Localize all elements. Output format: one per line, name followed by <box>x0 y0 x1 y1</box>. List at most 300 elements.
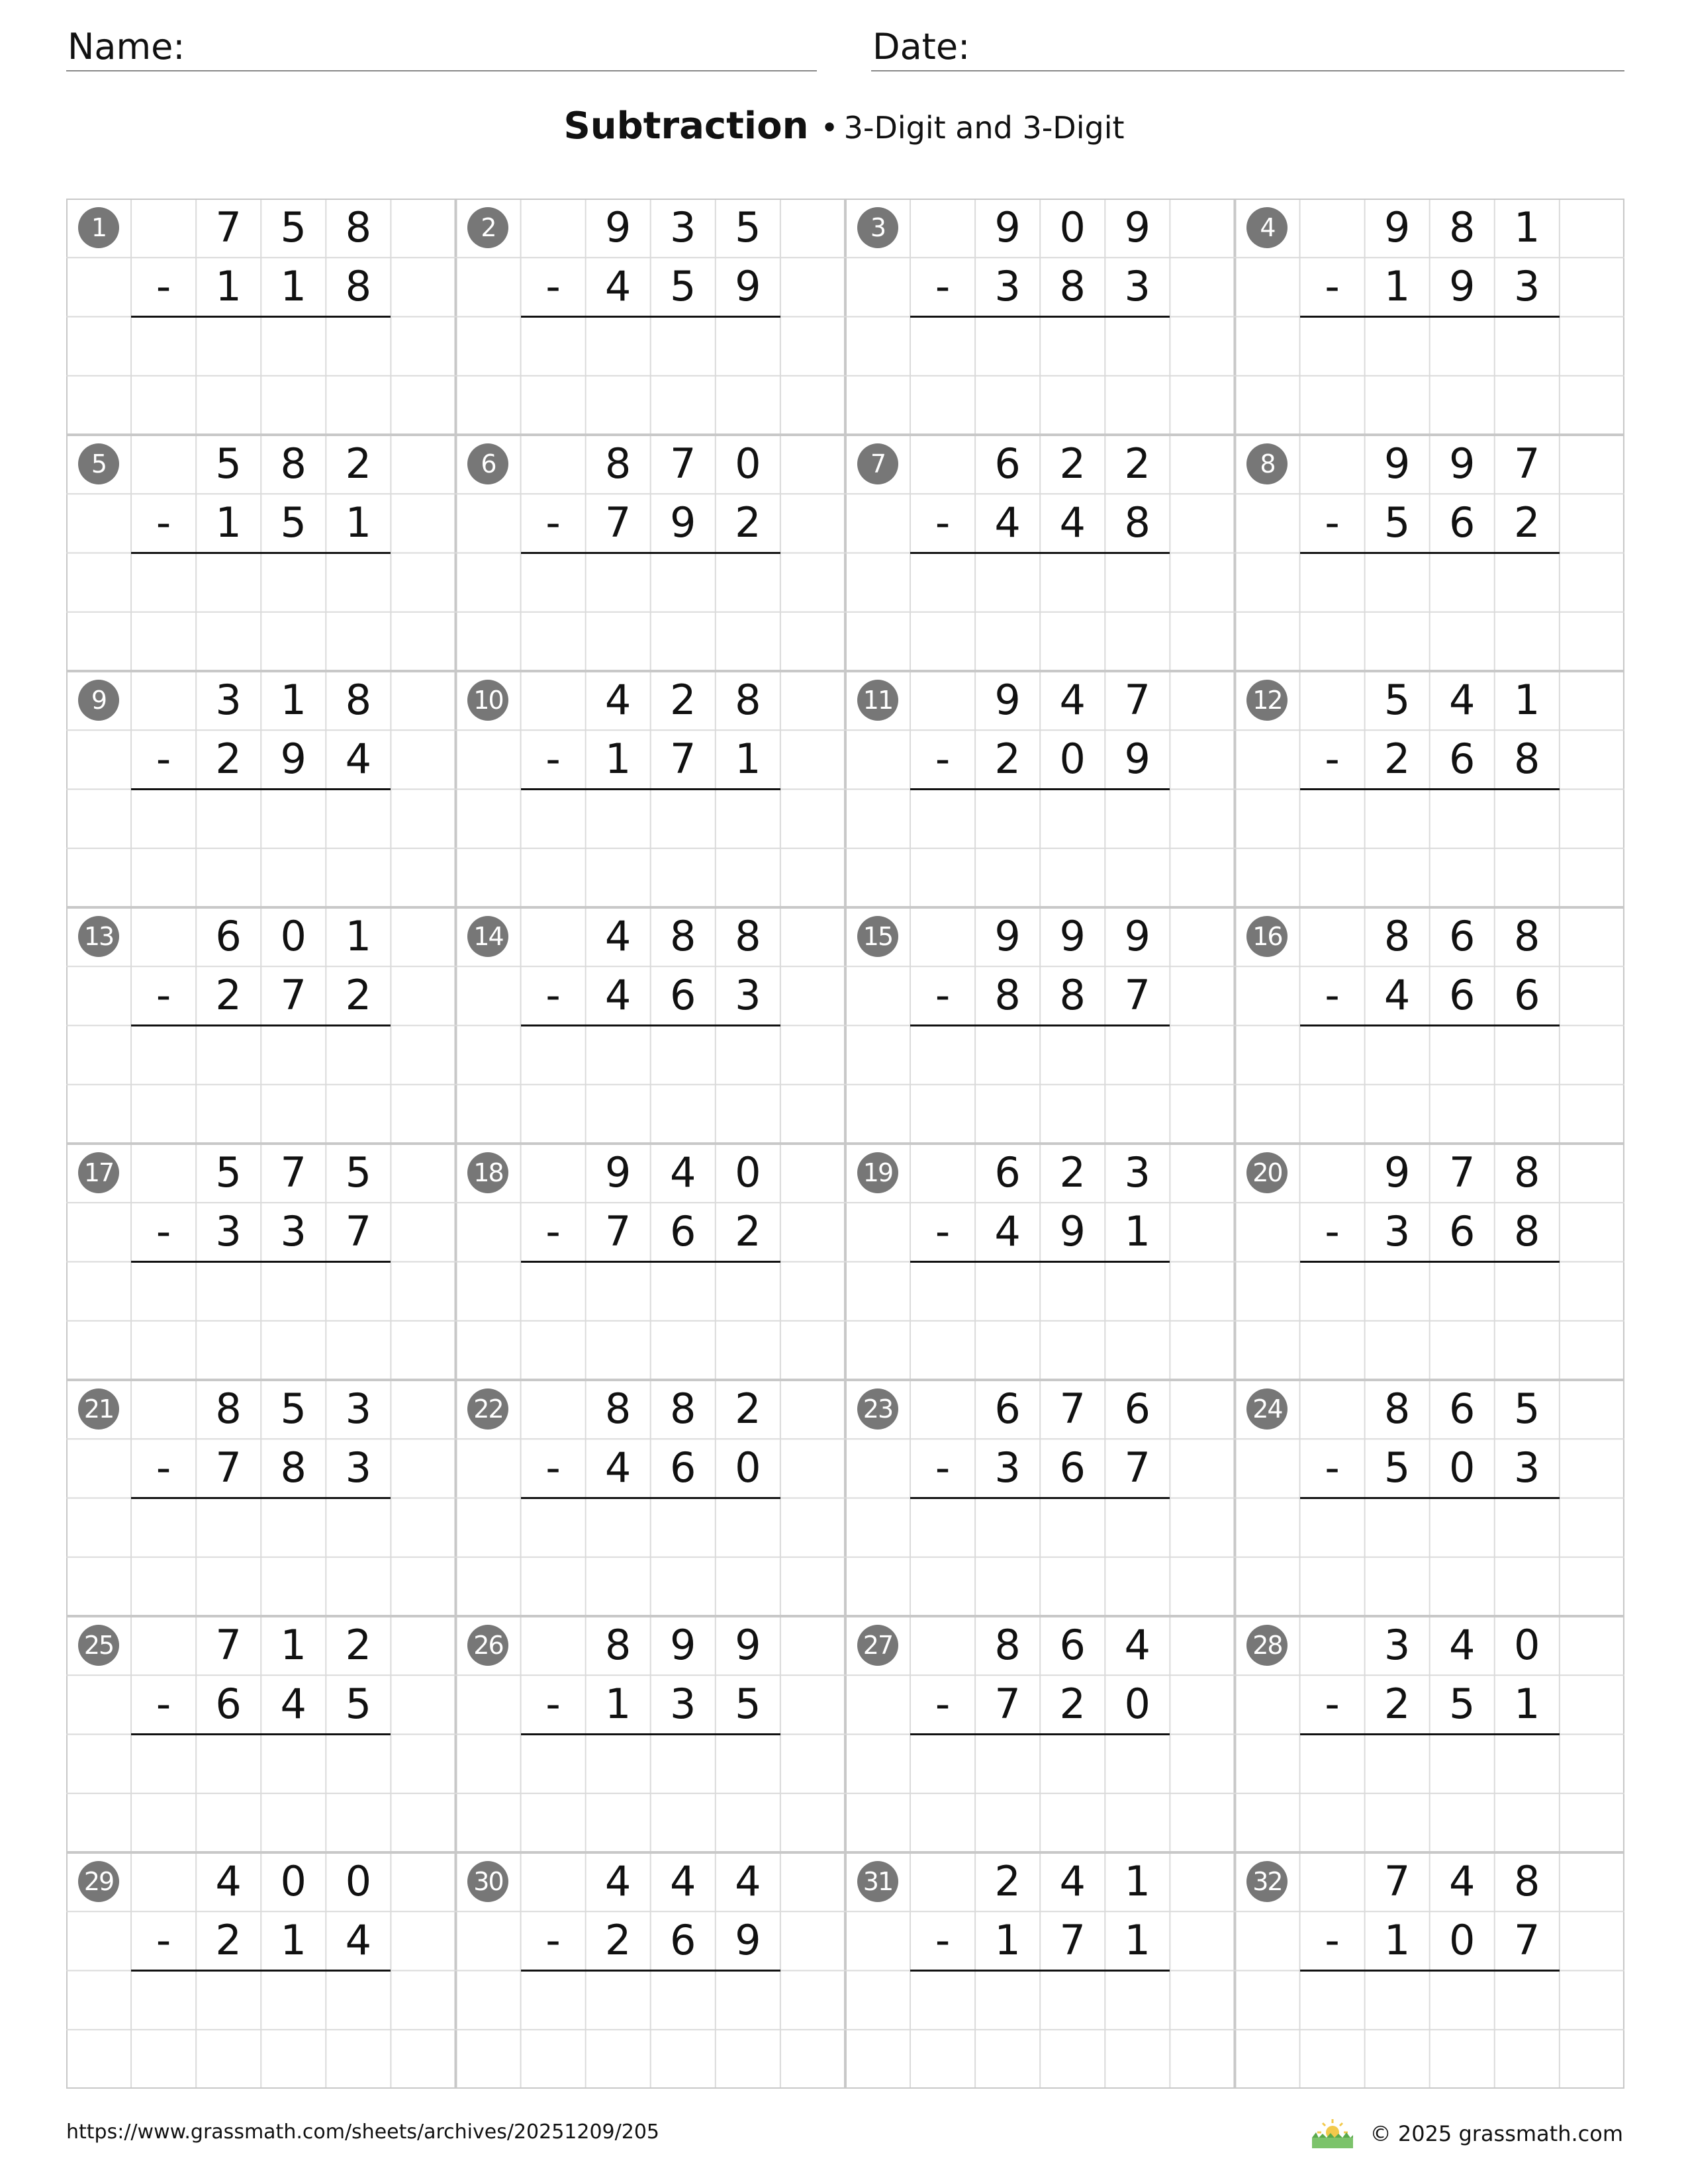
minus-sign: - <box>935 735 951 784</box>
bottom-digit: 0 <box>1059 735 1086 784</box>
top-digit: 4 <box>1059 1857 1086 1905</box>
top-digit: 5 <box>1514 1385 1540 1433</box>
bottom-digit: 2 <box>1059 1680 1086 1729</box>
top-digit: 7 <box>1059 1385 1086 1433</box>
answer-line <box>521 1733 780 1735</box>
grass-sun-logo-icon <box>1309 2118 1356 2150</box>
top-digit: 4 <box>1448 1621 1476 1669</box>
minus-sign: - <box>156 735 171 784</box>
top-digit: 4 <box>1448 676 1476 724</box>
bottom-digit: 1 <box>604 735 632 784</box>
answer-line <box>131 1261 391 1263</box>
answer-line <box>131 788 391 790</box>
minus-sign: - <box>156 1680 171 1729</box>
top-digit: 8 <box>604 439 632 488</box>
top-digit: 2 <box>994 1857 1021 1905</box>
top-digit: 8 <box>280 439 306 488</box>
minus-sign: - <box>545 971 561 1020</box>
top-digit: 7 <box>669 439 696 488</box>
bottom-digit: 3 <box>215 1207 242 1256</box>
bottom-digit: 2 <box>1514 498 1540 547</box>
answer-line <box>910 788 1170 790</box>
top-digit: 8 <box>669 1385 696 1433</box>
bottom-digit: 4 <box>1383 971 1411 1020</box>
top-digit: 7 <box>1514 439 1540 488</box>
bottom-digit: 2 <box>735 498 761 547</box>
problem-number-badge: 30 <box>467 1861 508 1902</box>
minus-sign: - <box>545 1207 561 1256</box>
bottom-digit: 2 <box>604 1916 632 1965</box>
bottom-digit: 9 <box>669 498 696 547</box>
problem-number-badge: 6 <box>467 443 508 484</box>
minus-sign: - <box>156 1443 171 1492</box>
bottom-digit: 8 <box>1059 971 1086 1020</box>
top-digit: 9 <box>994 203 1021 251</box>
bottom-digit: 6 <box>1059 1443 1086 1492</box>
top-digit: 2 <box>1124 439 1150 488</box>
top-digit: 9 <box>1448 439 1476 488</box>
footer-copyright <box>1309 2118 1623 2150</box>
top-digit: 3 <box>669 203 696 251</box>
top-digit: 0 <box>1514 1621 1540 1669</box>
top-digit: 0 <box>735 439 761 488</box>
problem-number-badge: 15 <box>857 916 898 957</box>
bottom-digit: 1 <box>215 262 242 311</box>
bottom-digit: 0 <box>1448 1916 1476 1965</box>
bottom-digit: 7 <box>280 971 306 1020</box>
worksheet-title <box>0 105 1688 148</box>
bottom-digit: 6 <box>1448 735 1476 784</box>
bottom-digit: 3 <box>735 971 761 1020</box>
bottom-digit: 3 <box>994 1443 1021 1492</box>
answer-line <box>131 1024 391 1026</box>
bottom-digit: 5 <box>1383 1443 1411 1492</box>
top-digit: 9 <box>994 912 1021 960</box>
bottom-digit: 7 <box>669 735 696 784</box>
bottom-digit: 2 <box>215 971 242 1020</box>
problem-number-badge: 3 <box>857 207 898 248</box>
top-digit: 5 <box>345 1148 372 1197</box>
problem-number-badge: 20 <box>1246 1152 1288 1193</box>
top-digit: 9 <box>1059 912 1086 960</box>
bottom-digit: 2 <box>1383 1680 1411 1729</box>
answer-line <box>1300 1497 1560 1499</box>
top-digit: 8 <box>604 1621 632 1669</box>
answer-line <box>131 1733 391 1735</box>
bottom-digit: 1 <box>280 262 306 311</box>
minus-sign: - <box>935 1443 951 1492</box>
top-digit: 4 <box>1059 676 1086 724</box>
answer-line <box>910 1497 1170 1499</box>
bottom-digit: 1 <box>280 1916 306 1965</box>
minus-sign: - <box>1325 1680 1340 1729</box>
bottom-digit: 1 <box>1124 1207 1150 1256</box>
top-digit: 5 <box>1383 676 1411 724</box>
bottom-digit: 1 <box>735 735 761 784</box>
minus-sign: - <box>156 971 171 1020</box>
answer-line <box>910 1024 1170 1026</box>
top-digit: 8 <box>1448 203 1476 251</box>
bottom-digit: 9 <box>1059 1207 1086 1256</box>
bottom-digit: 5 <box>669 262 696 311</box>
bottom-digit: 8 <box>1514 1207 1540 1256</box>
bottom-digit: 9 <box>735 262 761 311</box>
top-digit: 0 <box>280 912 306 960</box>
top-digit: 4 <box>604 912 632 960</box>
bottom-digit: 6 <box>669 971 696 1020</box>
top-digit: 1 <box>280 676 306 724</box>
answer-line <box>521 1497 780 1499</box>
bottom-digit: 8 <box>280 1443 306 1492</box>
top-digit: 6 <box>994 1148 1021 1197</box>
answer-line <box>910 1733 1170 1735</box>
bottom-digit: 7 <box>1124 971 1150 1020</box>
top-digit: 7 <box>1383 1857 1411 1905</box>
top-digit: 8 <box>1514 912 1540 960</box>
bottom-digit: 4 <box>604 1443 632 1492</box>
title-main: Subtraction <box>563 105 809 148</box>
top-digit: 5 <box>280 203 306 251</box>
answer-line <box>1300 316 1560 318</box>
top-digit: 9 <box>1124 912 1150 960</box>
problem-number-badge: 32 <box>1246 1861 1288 1902</box>
problem-number-badge: 1 <box>78 207 119 248</box>
top-digit: 4 <box>669 1857 696 1905</box>
bottom-digit: 4 <box>604 971 632 1020</box>
problem-number-badge: 5 <box>78 443 119 484</box>
top-digit: 6 <box>994 439 1021 488</box>
top-digit: 4 <box>669 1148 696 1197</box>
top-digit: 8 <box>1383 912 1411 960</box>
problem-number-badge: 27 <box>857 1625 898 1666</box>
answer-line <box>131 552 391 554</box>
top-digit: 1 <box>1514 203 1540 251</box>
bottom-digit: 3 <box>280 1207 306 1256</box>
minus-sign: - <box>935 1680 951 1729</box>
bottom-digit: 7 <box>604 498 632 547</box>
bottom-digit: 2 <box>994 735 1021 784</box>
problem-number-badge: 26 <box>467 1625 508 1666</box>
name-field[interactable] <box>66 20 817 71</box>
answer-line <box>521 1024 780 1026</box>
bottom-digit: 5 <box>1448 1680 1476 1729</box>
problem-number-badge: 16 <box>1246 916 1288 957</box>
bottom-digit: 4 <box>345 735 372 784</box>
bottom-digit: 1 <box>1124 1916 1150 1965</box>
answer-line <box>1300 552 1560 554</box>
answer-line <box>521 1261 780 1263</box>
minus-sign: - <box>545 1443 561 1492</box>
top-digit: 8 <box>1514 1857 1540 1905</box>
bottom-digit: 3 <box>1514 262 1540 311</box>
top-digit: 6 <box>215 912 242 960</box>
top-digit: 7 <box>215 203 242 251</box>
bottom-digit: 3 <box>1514 1443 1540 1492</box>
problem-number-badge: 29 <box>78 1861 119 1902</box>
bottom-digit: 4 <box>1059 498 1086 547</box>
top-digit: 9 <box>994 676 1021 724</box>
bottom-digit: 2 <box>1383 735 1411 784</box>
bottom-digit: 0 <box>735 1443 761 1492</box>
bottom-digit: 1 <box>1383 1916 1411 1965</box>
minus-sign: - <box>935 1916 951 1965</box>
bottom-digit: 0 <box>1448 1443 1476 1492</box>
top-digit: 1 <box>345 912 372 960</box>
top-digit: 6 <box>1124 1385 1150 1433</box>
top-digit: 2 <box>669 676 696 724</box>
bottom-digit: 8 <box>1059 262 1086 311</box>
bottom-digit: 3 <box>345 1443 372 1492</box>
bottom-digit: 1 <box>1514 1680 1540 1729</box>
problem-number-badge: 28 <box>1246 1625 1288 1666</box>
minus-sign: - <box>1325 1207 1340 1256</box>
bottom-digit: 3 <box>669 1680 696 1729</box>
top-digit: 0 <box>735 1148 761 1197</box>
date-field[interactable] <box>871 20 1624 71</box>
copyright-text: © 2025 grassmath.com <box>1370 2121 1623 2146</box>
bottom-digit: 7 <box>1514 1916 1540 1965</box>
top-digit: 0 <box>345 1857 372 1905</box>
bottom-digit: 7 <box>1124 1443 1150 1492</box>
bottom-digit: 9 <box>735 1916 761 1965</box>
title-subtitle: 3-Digit and 3-Digit <box>843 110 1125 146</box>
bottom-digit: 2 <box>215 735 242 784</box>
problem-number-badge: 13 <box>78 916 119 957</box>
answer-line <box>131 1970 391 1972</box>
minus-sign: - <box>156 1207 171 1256</box>
bottom-digit: 9 <box>280 735 306 784</box>
bottom-digit: 1 <box>604 1680 632 1729</box>
bottom-digit: 4 <box>994 1207 1021 1256</box>
bottom-digit: 8 <box>345 262 372 311</box>
answer-line <box>521 1970 780 1972</box>
top-digit: 2 <box>735 1385 761 1433</box>
top-digit: 8 <box>345 203 372 251</box>
answer-line <box>131 316 391 318</box>
top-digit: 9 <box>1383 439 1411 488</box>
top-digit: 7 <box>1448 1148 1476 1197</box>
top-digit: 1 <box>1514 676 1540 724</box>
top-digit: 0 <box>280 1857 306 1905</box>
bottom-digit: 1 <box>215 498 242 547</box>
top-digit: 8 <box>215 1385 242 1433</box>
top-digit: 2 <box>1059 439 1086 488</box>
bottom-digit: 4 <box>604 262 632 311</box>
title-bullet: • <box>820 110 839 146</box>
answer-line <box>521 788 780 790</box>
answer-line <box>910 1970 1170 1972</box>
top-digit: 7 <box>1124 676 1150 724</box>
bottom-digit: 8 <box>994 971 1021 1020</box>
answer-line <box>1300 1261 1560 1263</box>
bottom-digit: 6 <box>215 1680 242 1729</box>
top-digit: 8 <box>1514 1148 1540 1197</box>
top-digit: 2 <box>345 1621 372 1669</box>
top-digit: 4 <box>215 1857 242 1905</box>
problem-number-badge: 12 <box>1246 680 1288 721</box>
problem-number-badge: 22 <box>467 1388 508 1430</box>
bottom-digit: 6 <box>1448 498 1476 547</box>
answer-line <box>1300 1970 1560 1972</box>
top-digit: 5 <box>215 439 242 488</box>
top-digit: 9 <box>604 1148 632 1197</box>
problem-number-badge: 19 <box>857 1152 898 1193</box>
answer-line <box>1300 1733 1560 1735</box>
answer-line <box>910 316 1170 318</box>
top-digit: 5 <box>280 1385 306 1433</box>
problem-number-badge: 4 <box>1246 207 1288 248</box>
minus-sign: - <box>1325 498 1340 547</box>
top-digit: 7 <box>280 1148 306 1197</box>
minus-sign: - <box>1325 1443 1340 1492</box>
minus-sign: - <box>156 262 171 311</box>
top-digit: 4 <box>1448 1857 1476 1905</box>
bottom-digit: 5 <box>1383 498 1411 547</box>
top-digit: 2 <box>1059 1148 1086 1197</box>
top-digit: 8 <box>1383 1385 1411 1433</box>
bottom-digit: 6 <box>669 1207 696 1256</box>
answer-line <box>910 1261 1170 1263</box>
top-digit: 9 <box>604 203 632 251</box>
minus-sign: - <box>1325 1916 1340 1965</box>
top-digit: 3 <box>1124 1148 1150 1197</box>
problem-grid <box>66 199 1624 2089</box>
top-digit: 4 <box>1124 1621 1150 1669</box>
answer-line <box>521 552 780 554</box>
bottom-digit: 6 <box>1514 971 1540 1020</box>
minus-sign: - <box>1325 735 1340 784</box>
problem-number-badge: 11 <box>857 680 898 721</box>
top-digit: 3 <box>345 1385 372 1433</box>
bottom-digit: 8 <box>1124 498 1150 547</box>
top-digit: 6 <box>1448 912 1476 960</box>
top-digit: 4 <box>735 1857 761 1905</box>
bottom-digit: 1 <box>994 1916 1021 1965</box>
top-digit: 9 <box>1124 203 1150 251</box>
answer-line <box>910 552 1170 554</box>
top-digit: 1 <box>1124 1857 1150 1905</box>
top-digit: 9 <box>669 1621 696 1669</box>
bottom-digit: 5 <box>280 498 306 547</box>
bottom-digit: 7 <box>604 1207 632 1256</box>
bottom-digit: 6 <box>669 1916 696 1965</box>
minus-sign: - <box>935 498 951 547</box>
top-digit: 3 <box>1383 1621 1411 1669</box>
minus-sign: - <box>1325 971 1340 1020</box>
top-digit: 9 <box>1383 203 1411 251</box>
bottom-digit: 3 <box>994 262 1021 311</box>
minus-sign: - <box>545 498 561 547</box>
bottom-digit: 0 <box>1124 1680 1150 1729</box>
problem-number-badge: 31 <box>857 1861 898 1902</box>
bottom-digit: 3 <box>1383 1207 1411 1256</box>
top-digit: 8 <box>345 676 372 724</box>
problem-number-badge: 23 <box>857 1388 898 1430</box>
bottom-digit: 4 <box>280 1680 306 1729</box>
bottom-digit: 5 <box>735 1680 761 1729</box>
bottom-digit: 2 <box>345 971 372 1020</box>
bottom-digit: 1 <box>1383 262 1411 311</box>
bottom-digit: 6 <box>1448 1207 1476 1256</box>
bottom-digit: 9 <box>1448 262 1476 311</box>
bottom-digit: 2 <box>215 1916 242 1965</box>
minus-sign: - <box>156 1916 171 1965</box>
bottom-digit: 8 <box>1514 735 1540 784</box>
problem-number-badge: 2 <box>467 207 508 248</box>
top-digit: 8 <box>994 1621 1021 1669</box>
problem-number-badge: 24 <box>1246 1388 1288 1430</box>
top-digit: 3 <box>215 676 242 724</box>
bottom-digit: 4 <box>345 1916 372 1965</box>
footer-url: https://www.grassmath.com/sheets/archives/20251209/205 <box>66 2120 660 2144</box>
top-digit: 4 <box>604 1857 632 1905</box>
date-label: Date: <box>872 26 970 68</box>
bottom-digit: 5 <box>345 1680 372 1729</box>
bottom-digit: 7 <box>1059 1916 1086 1965</box>
name-label: Name: <box>68 26 185 68</box>
bottom-digit: 7 <box>345 1207 372 1256</box>
top-digit: 5 <box>735 203 761 251</box>
top-digit: 0 <box>1059 203 1086 251</box>
bottom-digit: 7 <box>994 1680 1021 1729</box>
top-digit: 8 <box>735 912 761 960</box>
top-digit: 9 <box>1383 1148 1411 1197</box>
problem-number-badge: 10 <box>467 680 508 721</box>
answer-line <box>131 1497 391 1499</box>
top-digit: 6 <box>1448 1385 1476 1433</box>
problem-number-badge: 7 <box>857 443 898 484</box>
minus-sign: - <box>935 262 951 311</box>
top-digit: 8 <box>604 1385 632 1433</box>
answer-line <box>1300 788 1560 790</box>
problem-number-badge: 14 <box>467 916 508 957</box>
problem-number-badge: 8 <box>1246 443 1288 484</box>
bottom-digit: 6 <box>669 1443 696 1492</box>
problem-number-badge: 17 <box>78 1152 119 1193</box>
bottom-digit: 4 <box>994 498 1021 547</box>
top-digit: 6 <box>994 1385 1021 1433</box>
minus-sign: - <box>935 971 951 1020</box>
bottom-digit: 3 <box>1124 262 1150 311</box>
answer-line <box>1300 1024 1560 1026</box>
minus-sign: - <box>545 735 561 784</box>
problem-number-badge: 21 <box>78 1388 119 1430</box>
bottom-digit: 1 <box>345 498 372 547</box>
top-digit: 1 <box>280 1621 306 1669</box>
top-digit: 6 <box>1059 1621 1086 1669</box>
bottom-digit: 7 <box>215 1443 242 1492</box>
minus-sign: - <box>545 1680 561 1729</box>
top-digit: 8 <box>735 676 761 724</box>
bottom-digit: 6 <box>1448 971 1476 1020</box>
problem-number-badge: 9 <box>78 680 119 721</box>
top-digit: 9 <box>735 1621 761 1669</box>
top-digit: 7 <box>215 1621 242 1669</box>
minus-sign: - <box>545 1916 561 1965</box>
bottom-digit: 9 <box>1124 735 1150 784</box>
top-digit: 4 <box>604 676 632 724</box>
top-digit: 8 <box>669 912 696 960</box>
problem-number-badge: 25 <box>78 1625 119 1666</box>
minus-sign: - <box>935 1207 951 1256</box>
minus-sign: - <box>1325 262 1340 311</box>
top-digit: 2 <box>345 439 372 488</box>
answer-line <box>521 316 780 318</box>
top-digit: 5 <box>215 1148 242 1197</box>
minus-sign: - <box>545 262 561 311</box>
problem-number-badge: 18 <box>467 1152 508 1193</box>
bottom-digit: 2 <box>735 1207 761 1256</box>
